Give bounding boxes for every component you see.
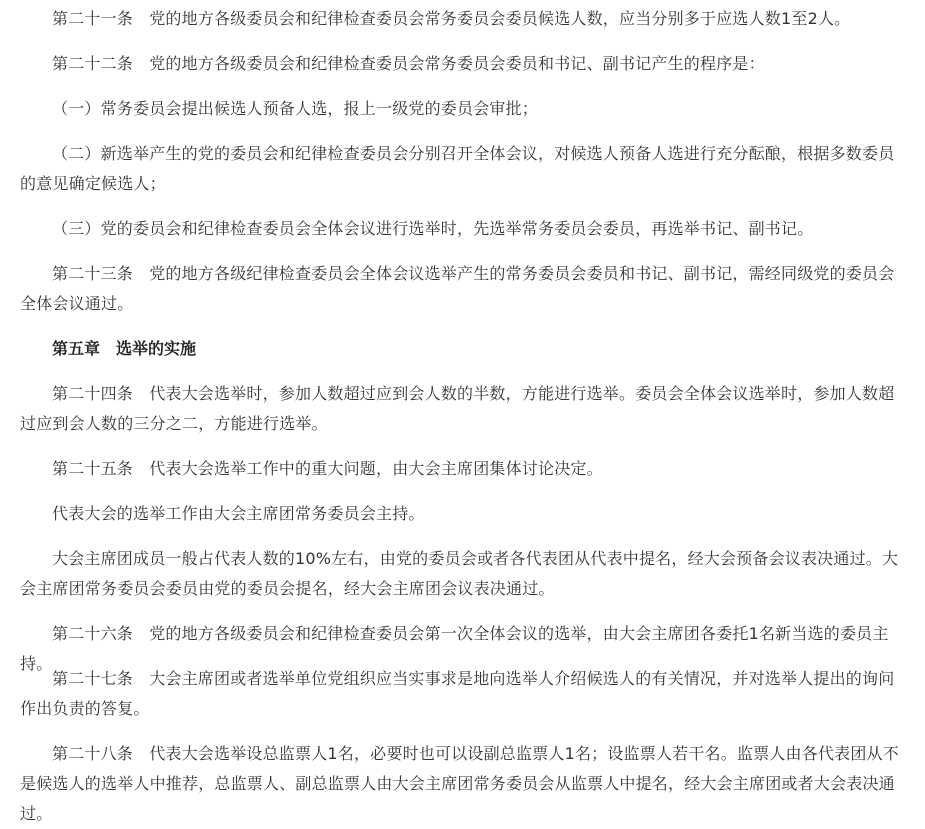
article-22-item-2: （二）新选举产生的党的委员会和纪律检查委员会分别召开全体会议，对候选人预备人选进行充分酝酿，根据多数委员的意见确定候选人； xyxy=(20,144,895,193)
article-25-para-2: 代表大会的选举工作由大会主席团常务委员会主持。 xyxy=(52,504,425,523)
article-23: 第二十三条 党的地方各级纪律检查委员会全体会议选举产生的常务委员会委员和书记、副书记，需经同级党的委员会全体会议通过。 xyxy=(20,264,895,313)
article-27: 第二十七条 大会主席团或者选举单位党组织应当实事求是地向选举人介绍候选人的有关情况，并对选举人提出的询问作出负责的答复。 xyxy=(20,669,895,718)
article-22-item-1: （一）常务委员会提出候选人预备人选，报上一级党的委员会审批； xyxy=(52,99,539,118)
article-28: 第二十八条 代表大会选举设总监票人1名，必要时也可以设副总监票人1名；设监票人若干名。监票人由各代表团从不是候选人的选举人中推荐，总监票人、副总监票人由大会主席团常务委员会从监票人中提名，经大会主席团或者大会表决通过。 xyxy=(20,744,899,823)
chapter-5-heading: 第五章 选举的实施 xyxy=(52,339,197,358)
article-25: 第二十五条 代表大会选举工作中的重大问题，由大会主席团集体讨论决定。 xyxy=(52,459,603,478)
article-25-para-3: 大会主席团成员一般占代表人数的10%左右，由党的委员会或者各代表团从代表中提名，经大会预备会议表决通过。大会主席团常务委员会委员由党的委员会提名，经大会主席团会议表决通过。 xyxy=(20,549,899,598)
article-24: 第二十四条 代表大会选举时，参加人数超过应到会人数的半数，方能进行选举。委员会全体会议选举时，参加人数超过应到会人数的三分之二，方能进行选举。 xyxy=(20,384,895,433)
article-22: 第二十二条 党的地方各级委员会和纪律检查委员会常务委员会委员和书记、副书记产生的程序是： xyxy=(52,54,765,73)
article-22-item-3: （三）党的委员会和纪律检查委员会全体会议进行选举时，先选举常务委员会委员，再选举书记、副书记。 xyxy=(52,219,814,238)
article-26: 第二十六条 党的地方各级委员会和纪律检查委员会第一次全体会议的选举，由大会主席团各委托1名新当选的委员主持。 xyxy=(20,624,889,673)
article-21: 第二十一条 党的地方各级委员会和纪律检查委员会常务委员会委员候选人数，应当分别多于应选人数1至2人。 xyxy=(52,9,851,28)
